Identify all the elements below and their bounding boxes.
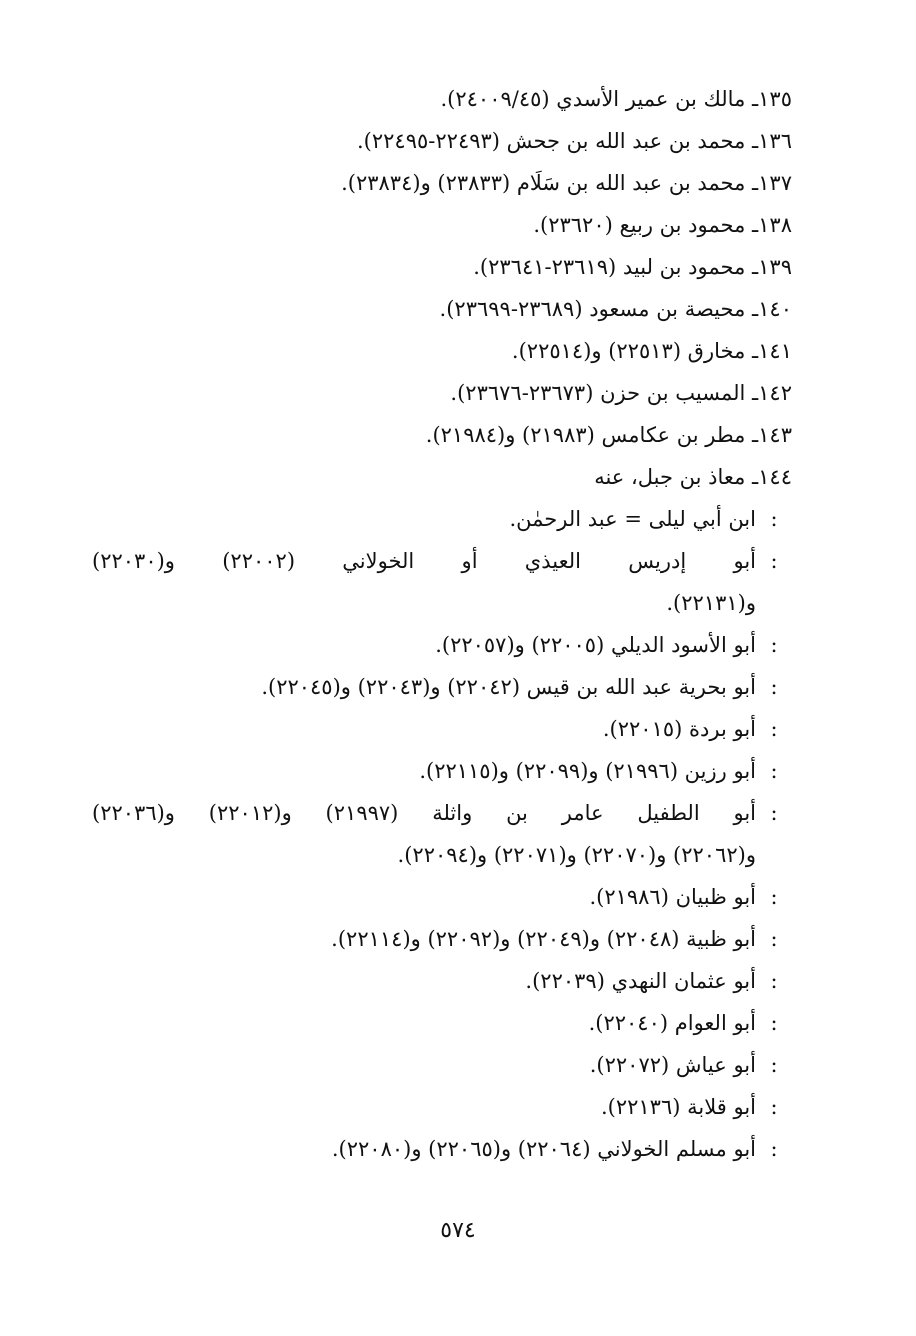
narrator-text: أبو عثمان النهدي (٢٢٠٣٩). — [525, 969, 756, 993]
colon-marker: : — [770, 969, 778, 993]
colon-marker: : — [770, 1095, 778, 1119]
narrator-item — [92, 540, 792, 624]
index-entry: ١٣٨ـ محمود بن ربيع (٢٣٦٢٠). — [533, 213, 792, 237]
colon-marker: : — [770, 1053, 778, 1077]
narrator-text: أبو قلابة (٢٢١٣٦). — [600, 1095, 756, 1119]
index-entry: ١٣٥ـ مالك بن عمير الأسدي (٢٤٠٠٩/٤٥). — [440, 87, 792, 111]
colon-marker: : — [770, 1011, 778, 1035]
narrator-item — [92, 1128, 792, 1170]
colon-marker: : — [770, 675, 778, 699]
index-entry: ١٣٩ـ محمود بن لبيد (٢٣٦١٩-٢٣٦٤١). — [473, 255, 792, 279]
narrator-text: أبو العوام (٢٢٠٤٠). — [588, 1011, 756, 1035]
narrator-item — [92, 1044, 792, 1086]
index-entry: ١٣٧ـ محمد بن عبد الله بن سَلَام (٢٣٨٣٣) و(٢٣٨٣٤). — [341, 171, 792, 195]
colon-marker: : — [770, 717, 778, 741]
index-entry: ١٤٠ـ محيصة بن مسعود (٢٣٦٨٩-٢٣٦٩٩). — [439, 297, 792, 321]
narrator-item — [92, 918, 792, 960]
narrator-text: أبو الأسود الديلي (٢٢٠٠٥) و(٢٢٠٥٧). — [435, 633, 756, 657]
page-number: ٥٧٤ — [440, 1218, 476, 1243]
narrator-text: أبو ظبيان (٢١٩٨٦). — [589, 885, 756, 909]
narrator-item — [92, 624, 792, 666]
narrators-list — [92, 498, 792, 1170]
narrator-item — [92, 498, 792, 540]
narrator-text: أبو إدريس العيذي أو الخولاني (٢٢٠٠٢) و(٢٢٠٣٠) — [92, 549, 757, 573]
colon-marker: : — [770, 927, 778, 951]
narrator-text: ابن أبي ليلى = عبد الرحمٰن. — [509, 507, 756, 531]
narrator-item — [92, 792, 792, 876]
index-entry: ١٤٤ـ معاذ بن جبل، عنه — [594, 465, 792, 489]
colon-marker: : — [770, 633, 778, 657]
colon-marker: : — [770, 885, 778, 909]
narrator-text-continued: و(٢٢٠٦٢) و(٢٢٠٧٠) و(٢٢٠٧١) و(٢٢٠٩٤). — [397, 843, 756, 867]
narrator-item — [92, 1086, 792, 1128]
colon-marker: : — [770, 801, 778, 825]
colon-marker: : — [770, 1137, 778, 1161]
narrator-text-continued: و(٢٢١٣١). — [666, 591, 756, 615]
narrator-text: أبو بردة (٢٢٠١٥). — [602, 717, 756, 741]
narrator-text: أبو عياش (٢٢٠٧٢). — [589, 1053, 756, 1077]
narrator-item — [92, 1002, 792, 1044]
narrator-item — [92, 750, 792, 792]
narrator-text: أبو بحرية عبد الله بن قيس (٢٢٠٤٢) و(٢٢٠٤٣) و(٢٢٠٤٥). — [261, 675, 756, 699]
narrator-text: أبو مسلم الخولاني (٢٢٠٦٤) و(٢٢٠٦٥) و(٢٢٠٨٠). — [331, 1137, 756, 1161]
narrator-text: أبو ظبية (٢٢٠٤٨) و(٢٢٠٤٩) و(٢٢٠٩٢) و(٢٢١١٤). — [331, 927, 756, 951]
narrator-item — [92, 876, 792, 918]
index-entry: ١٤١ـ مخارق (٢٢٥١٣) و(٢٢٥١٤). — [511, 339, 792, 363]
narrator-text: أبو رزين (٢١٩٩٦) و(٢٢٠٩٩) و(٢٢١١٥). — [419, 759, 756, 783]
narrator-item — [92, 708, 792, 750]
colon-marker: : — [770, 549, 778, 573]
index-entry: ١٣٦ـ محمد بن عبد الله بن جحش (٢٢٤٩٣-٢٢٤٩٥). — [357, 129, 792, 153]
narrator-item — [92, 666, 792, 708]
index-entry: ١٤٢ـ المسيب بن حزن (٢٣٦٧٣-٢٣٦٧٦). — [450, 381, 792, 405]
narrator-text: أبو الطفيل عامر بن واثلة (٢١٩٩٧) و(٢٢٠١٢) و(٢٢٠٣٦) — [92, 801, 757, 825]
colon-marker: : — [770, 759, 778, 783]
index-entry: ١٤٣ـ مطر بن عكامس (٢١٩٨٣) و(٢١٩٨٤). — [425, 423, 792, 447]
colon-marker: : — [770, 507, 778, 531]
index-entries — [92, 78, 792, 498]
narrator-item — [92, 960, 792, 1002]
